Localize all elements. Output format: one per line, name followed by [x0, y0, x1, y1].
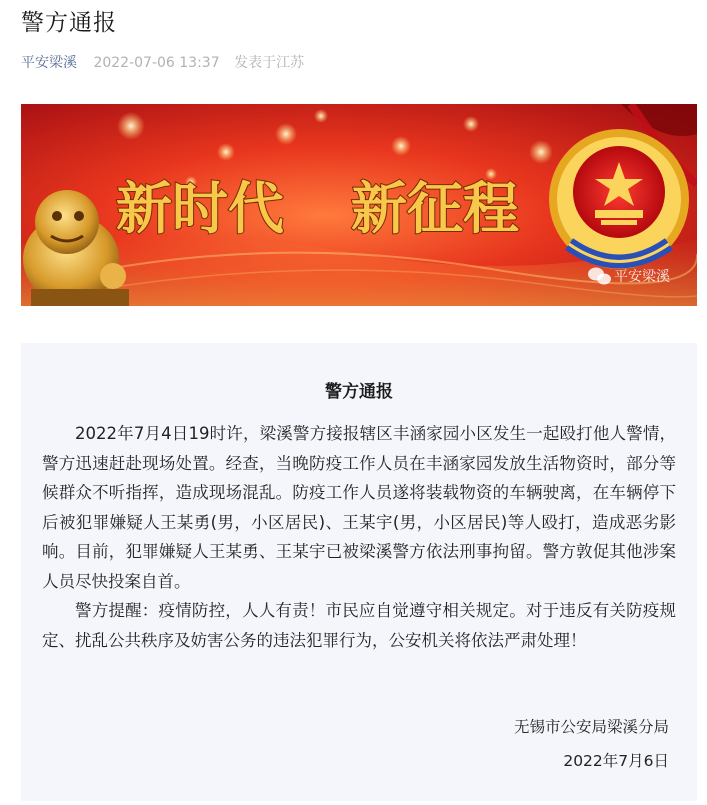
signature-organization: 无锡市公安局梁溪分局: [513, 718, 669, 736]
account-name-link[interactable]: 平安梁溪: [21, 55, 77, 71]
publish-location: 发表于江苏: [234, 55, 305, 71]
banner-slogan-part2: 新征程: [351, 176, 519, 242]
notice-body: [42, 419, 676, 655]
publish-datetime: 2022-07-06 13:37: [93, 55, 220, 71]
banner-watermark-text: 平安梁溪: [614, 268, 670, 284]
notice-paragraph: 警方提醒：疫情防控，人人有责！市民应自觉遵守相关规定。对于违反有关防疫规定、扰乱公共秩序及妨害公务的违法犯罪行为，公安机关将依法严肃处理！: [42, 601, 676, 650]
banner-image: [21, 104, 697, 306]
notice-heading: 警方通报: [325, 382, 393, 402]
banner-slogan-part1: 新时代: [116, 176, 284, 242]
notice-card: [21, 343, 697, 801]
article-title: 警方通报: [21, 10, 117, 36]
signature-date: 2022年7月6日: [563, 752, 669, 770]
article-meta: [21, 52, 304, 74]
notice-paragraph: 2022年7月4日19时许，梁溪警方接报辖区丰涵家园小区发生一起殴打他人警情，警方迅速赶赴现场处置。经查，当晚防疫工作人员在丰涵家园发放生活物资时，部分等候群众不听指挥，造成现场混乱。防疫工作人员遂将装载物资的车辆驶离，在车辆停下后被犯罪嫌疑人王某勇(男，小区居民)、王某宇(男，小区居民)等人殴打，造成恶劣影响。目前，犯罪嫌疑人王某勇、王某宇已被梁溪警方依法刑事拘留。警方敦促其他涉案人员尽快投案自首。: [42, 424, 676, 591]
police-emblem-image: [549, 129, 689, 269]
